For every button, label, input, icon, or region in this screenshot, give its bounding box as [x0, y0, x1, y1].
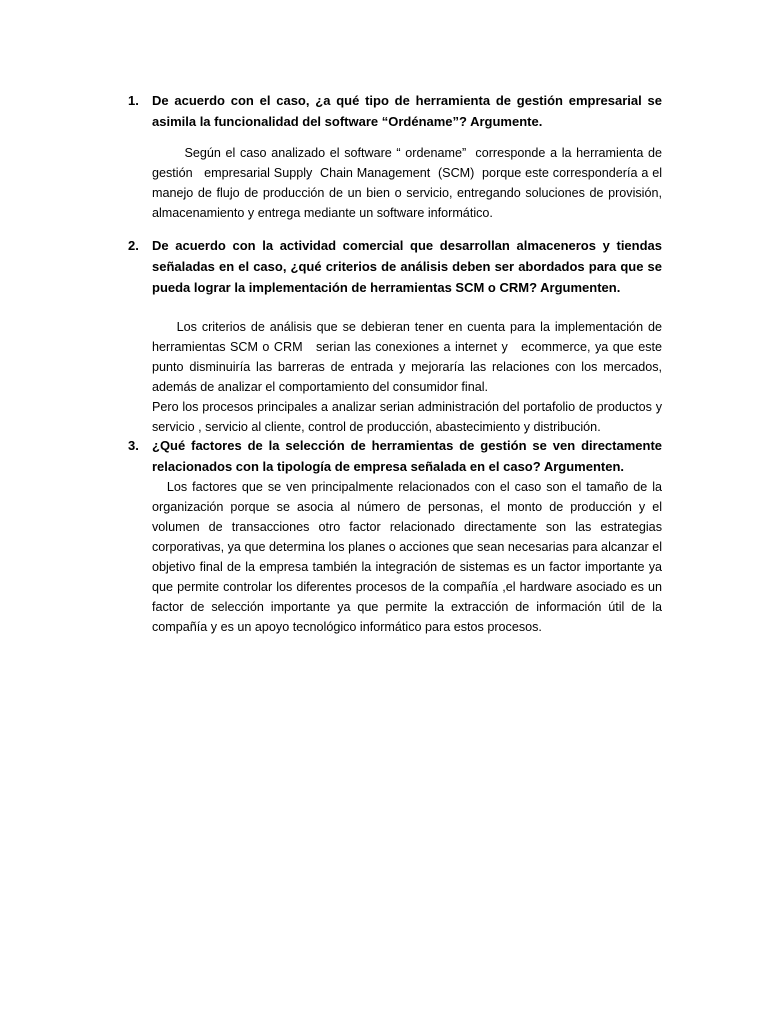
question-text-1: De acuerdo con el caso, ¿a qué tipo de herramienta de gestión empresarial se asimila la funcionalidad del software “Ordéname”? Argumente.	[152, 93, 662, 129]
answer-text-1: Según el caso analizado el software “ ordename” corresponde a la herramienta de gestión empresarial Supply Chain Management (SCM) porque este correspondería a el manejo de flujo de producción de un bien o servicio, entregando soluciones de provisión, almacenamiento y entrega mediante un software informático.	[152, 146, 666, 220]
question-number-1: 1.	[128, 93, 139, 108]
question-1	[128, 90, 662, 132]
question-item-2	[128, 235, 662, 437]
question-item-1	[128, 90, 666, 223]
question-3	[128, 435, 662, 477]
answer-text-2: Los criterios de análisis que se debieran tener en cuenta para la implementación de herramientas SCM o CRM serian las conexiones a internet y ecommerce, ya que este punto disminuiría las barreras de entrada y mejoraría las relaciones con los mercados, además de analizar el comportamiento del consumidor final. Pero los procesos principales a analizar serian administración del portafolio de productos y servicio , servicio al cliente, control de producción, abastecimiento y distribución.	[152, 320, 662, 434]
question-item-3	[128, 435, 666, 637]
question-2	[128, 235, 662, 298]
question-text-2: De acuerdo con la actividad comercial que desarrollan almaceneros y tiendas señaladas en el caso, ¿qué criterios de análisis deben ser abordados para que se pueda lograr la implementación de herramientas SCM o CRM? Argumenten.	[152, 238, 662, 295]
question-number-2: 2.	[128, 238, 139, 253]
answer-text-3: Los factores que se ven principalmente relacionados con el caso son el tamaño de la organización porque se asocia al número de personas, el monto de producción y el volumen de transacciones otro factor relacionado directamente son las estrategias corporativas, ya que determina los planes o acciones que sean necesarias para alcanzar el objetivo final de la empresa también la integración de sistemas es un factor importante ya que permite controlar los diferentes procesos de la compañía ,el hardware asociado es un factor de selección importante ya que permite la extracción de información útil de la compañía y es un apoyo tecnológico informático para estos procesos.	[152, 480, 666, 634]
question-number-3: 3.	[128, 438, 139, 453]
question-text-3: ¿Qué factores de la selección de herramientas de gestión se ven directamente relacionados con la tipología de empresa señalada en el caso? Argumenten.	[152, 438, 662, 474]
